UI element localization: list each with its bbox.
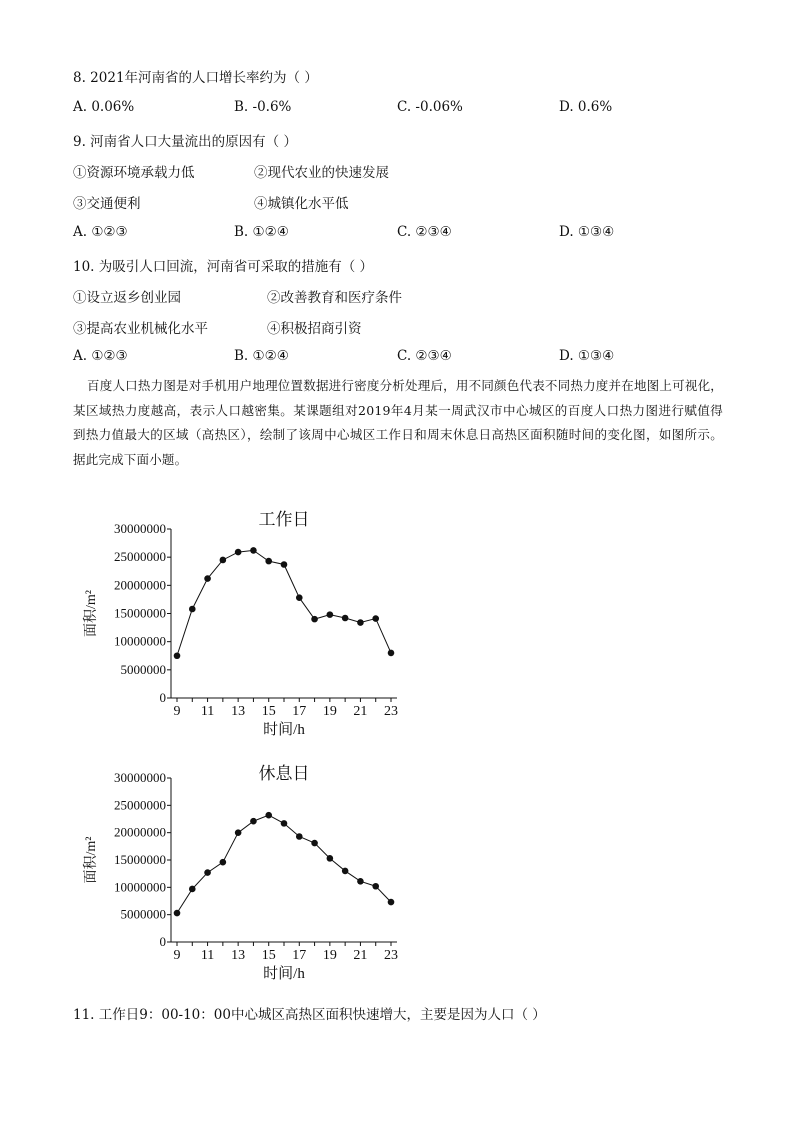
- restday-y-axis-label: 面积/m²: [84, 836, 99, 884]
- restday-data-point: [281, 820, 288, 827]
- restday-x-tick-label: 15: [261, 948, 276, 963]
- q10-option-c: C. ②③④: [397, 348, 452, 364]
- workday-data-point: [281, 561, 288, 568]
- workday-data-point: [342, 615, 349, 622]
- restday-data-point: [220, 859, 227, 866]
- restday-x-tick-label: 21: [353, 948, 368, 963]
- workday-chart: [75, 505, 415, 750]
- q8-option-a: A. 0.06%: [73, 99, 135, 115]
- restday-x-tick-label: 9: [173, 948, 181, 963]
- q8-option-c: C. -0.06%: [397, 99, 463, 115]
- restday-x-tick-label: 17: [292, 948, 307, 963]
- workday-data-point: [204, 575, 211, 582]
- workday-data-point: [388, 650, 395, 657]
- restday-y-tick-label: 5000000: [120, 906, 166, 922]
- restday-data-point: [204, 869, 211, 876]
- q9-statement-2: ②现代农业的快速发展: [254, 165, 389, 181]
- restday-data-point: [174, 910, 181, 917]
- workday-x-tick-label: 15: [261, 704, 276, 719]
- restday-data-point: [327, 855, 334, 862]
- q10-statement-3: ③提高农业机械化水平: [73, 321, 208, 337]
- restday-data-point: [342, 868, 349, 875]
- workday-y-tick-label: 5000000: [120, 661, 166, 677]
- workday-x-tick-label: 9: [173, 704, 181, 719]
- workday-x-tick-label: 13: [231, 704, 246, 719]
- restday-y-tick-label: 25000000: [114, 797, 166, 813]
- workday-y-tick-label: 10000000: [114, 633, 166, 649]
- question-9-stem: 9. 河南省人口大量流出的原因有（ ）: [73, 134, 297, 150]
- restday-y-tick-label: 0: [159, 934, 166, 949]
- restday-series-line: [177, 815, 391, 913]
- workday-data-point: [189, 606, 196, 613]
- q9-option-d: D. ①③④: [559, 224, 615, 240]
- workday-y-tick-label: 30000000: [114, 521, 166, 536]
- restday-data-point: [296, 833, 303, 840]
- workday-x-tick-label: 23: [384, 704, 398, 719]
- workday-data-point: [235, 549, 242, 556]
- q10-option-a: A. ①②③: [73, 348, 128, 364]
- reading-passage: 百度人口热力图是对手机用户地理位置数据进行密度分析处理后，用不同颜色代表不同热力度并在地图上可视化，某区域热力度越高，表示人口越密集。某课题组对2019年4月某一周武汉市中心城区的百度人口热力图进行赋值得到热力值最大的区域（高热区），绘制了该周中心城区工作日和周末休息日高热区面积随时间的变化图，如图所示。据此完成下面小题。: [73, 378, 723, 467]
- workday-x-tick-label: 17: [292, 704, 307, 719]
- question-11-stem: 11. 工作日9：00-10：00中心城区高热区面积快速增大，主要是因为人口（ ）: [73, 1007, 546, 1023]
- q9-option-a: A. ①②③: [73, 224, 128, 240]
- restday-data-point: [388, 899, 395, 906]
- workday-data-point: [327, 611, 334, 618]
- workday-y-tick-label: 20000000: [114, 577, 166, 593]
- workday-data-point: [265, 558, 272, 565]
- q9-statement-1: ①资源环境承载力低: [73, 165, 195, 181]
- workday-data-point: [357, 619, 364, 626]
- q9-statement-4: ④城镇化水平低: [254, 196, 349, 212]
- restday-data-point: [311, 840, 318, 847]
- workday-data-point: [311, 616, 318, 623]
- workday-data-point: [372, 615, 379, 622]
- q10-option-d: D. ①③④: [559, 348, 615, 364]
- restday-data-point: [250, 818, 257, 825]
- workday-data-point: [174, 652, 181, 659]
- q10-statement-1: ①设立返乡创业园: [73, 290, 181, 306]
- restday-data-point: [357, 878, 364, 885]
- workday-y-tick-label: 0: [159, 690, 166, 705]
- workday-data-point: [296, 594, 303, 601]
- question-10-stem: 10. 为吸引人口回流，河南省可采取的措施有（ ）: [73, 259, 374, 275]
- workday-y-axis-label: 面积/m²: [84, 590, 99, 637]
- question-8-stem: 8. 2021年河南省的人口增长率约为（ ）: [73, 70, 318, 86]
- q10-statement-4: ④积极招商引资: [267, 321, 362, 337]
- q10-option-b: B. ①②④: [234, 348, 289, 364]
- workday-x-tick-label: 19: [322, 704, 337, 719]
- restday-x-tick-label: 19: [322, 948, 337, 963]
- q9-statement-3: ③交通便利: [73, 196, 141, 212]
- workday-y-tick-label: 25000000: [114, 549, 166, 565]
- restday-y-tick-label: 15000000: [114, 852, 166, 867]
- q8-option-b: B. -0.6%: [234, 99, 292, 115]
- restday-data-point: [265, 812, 272, 819]
- workday-x-axis-label: 时间/h: [263, 722, 305, 738]
- workday-y-tick-label: 15000000: [114, 605, 166, 621]
- restday-chart-title: 休息日: [258, 764, 310, 783]
- workday-x-tick-label: 11: [200, 704, 215, 719]
- q9-option-b: B. ①②④: [234, 224, 289, 240]
- restday-data-point: [235, 829, 242, 836]
- restday-y-tick-label: 20000000: [114, 824, 166, 840]
- q10-statement-2: ②改善教育和医疗条件: [267, 290, 402, 306]
- restday-data-point: [189, 886, 196, 893]
- restday-chart: [75, 758, 415, 988]
- workday-data-point: [250, 547, 257, 554]
- restday-y-tick-label: 10000000: [114, 879, 166, 895]
- restday-x-tick-label: 23: [384, 948, 398, 963]
- restday-x-axis-label: 时间/h: [263, 966, 305, 982]
- restday-x-tick-label: 13: [231, 948, 246, 963]
- workday-chart-title: 工作日: [258, 510, 310, 529]
- workday-x-tick-label: 21: [353, 704, 368, 719]
- restday-x-tick-label: 11: [200, 948, 215, 963]
- restday-y-tick-label: 30000000: [114, 770, 166, 785]
- workday-data-point: [220, 557, 227, 564]
- restday-data-point: [372, 883, 379, 890]
- q8-option-d: D. 0.6%: [559, 99, 613, 115]
- q9-option-c: C. ②③④: [397, 224, 452, 240]
